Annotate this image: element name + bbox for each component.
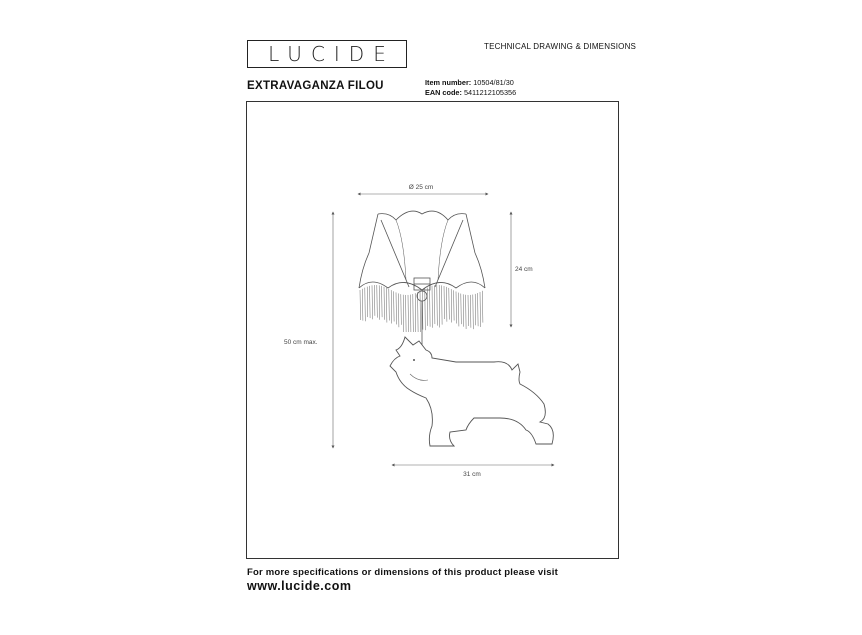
fringe-strand: [415, 293, 416, 332]
fringe-strand: [422, 290, 423, 330]
fringe-strand: [458, 293, 459, 327]
fringe-strand: [396, 292, 397, 324]
fringe-strand: [456, 291, 457, 323]
fringe-strand: [370, 286, 371, 318]
fringe-strand: [444, 286, 445, 319]
fringe-strand: [374, 285, 375, 316]
lucide-logo: LUCIDE: [247, 40, 407, 68]
fringe-strand: [430, 287, 431, 327]
fringe-strand: [382, 286, 383, 317]
footer-note: For more specifications or dimensions of this product please visit: [247, 567, 558, 578]
fringe-strand: [468, 295, 469, 326]
fringe-strand: [394, 291, 395, 321]
fringe-strand: [437, 285, 438, 326]
shade-height-label: 24 cm: [515, 266, 533, 273]
item-number-value: 10504/81/30: [473, 78, 514, 87]
fringe-strand: [427, 287, 428, 325]
fringe-strand: [482, 291, 483, 323]
lamp-shade-fringe: [360, 285, 483, 332]
fringe-strand: [384, 287, 385, 320]
fringe-strand: [425, 289, 426, 331]
fringe-strand: [473, 295, 474, 330]
fringe-strand: [379, 285, 380, 319]
total-height-label: 50 cm max.: [284, 339, 318, 346]
item-number-label: Item number:: [425, 78, 472, 87]
fringe-strand: [463, 294, 464, 326]
ean-label: EAN code:: [425, 88, 462, 97]
fringe-strand: [478, 293, 479, 326]
fringe-strand: [377, 285, 378, 318]
fringe-strand: [372, 285, 373, 319]
fringe-strand: [367, 287, 368, 317]
fringe-strand: [398, 293, 399, 327]
fringe-strand: [432, 286, 433, 328]
fringe-strand: [461, 294, 462, 325]
fringe-strand: [403, 295, 404, 332]
fringe-strand: [360, 290, 361, 320]
fringe-strand: [410, 295, 411, 332]
fringe-strand: [442, 285, 443, 324]
fringe-strand: [362, 289, 363, 321]
document-type-label: TECHNICAL DRAWING & DIMENSIONS: [484, 42, 637, 51]
shade-diameter-label: Ø 25 cm: [408, 184, 434, 191]
fringe-strand: [470, 295, 471, 328]
fringe-strand: [451, 289, 452, 322]
dog-eye: [413, 359, 415, 361]
fringe-strand: [480, 292, 481, 327]
fringe-strand: [420, 291, 421, 332]
fringe-strand: [446, 287, 447, 322]
product-name: EXTRAVAGANZA FILOU: [247, 80, 384, 92]
fringe-strand: [449, 288, 450, 320]
fringe-strand: [386, 288, 387, 323]
fringe-strand: [466, 295, 467, 329]
website-link[interactable]: www.lucide.com: [247, 579, 352, 593]
fringe-strand: [413, 294, 414, 332]
fringe-strand: [365, 288, 366, 322]
fringe-strand: [408, 295, 409, 332]
fringe-strand: [454, 290, 455, 320]
fringe-strand: [418, 292, 419, 332]
fringe-strand: [389, 289, 390, 321]
schnauzer-dog-base: [390, 337, 553, 446]
base-width-label: 31 cm: [463, 471, 481, 478]
dog-beard: [410, 374, 428, 380]
fringe-strand: [391, 290, 392, 323]
fringe-strand: [401, 294, 402, 325]
ean-value: 5411212105356: [463, 88, 517, 97]
fringe-strand: [406, 295, 407, 332]
fringe-strand: [475, 294, 476, 325]
fringe-strand: [439, 285, 440, 327]
fringe-strand: [434, 285, 435, 324]
